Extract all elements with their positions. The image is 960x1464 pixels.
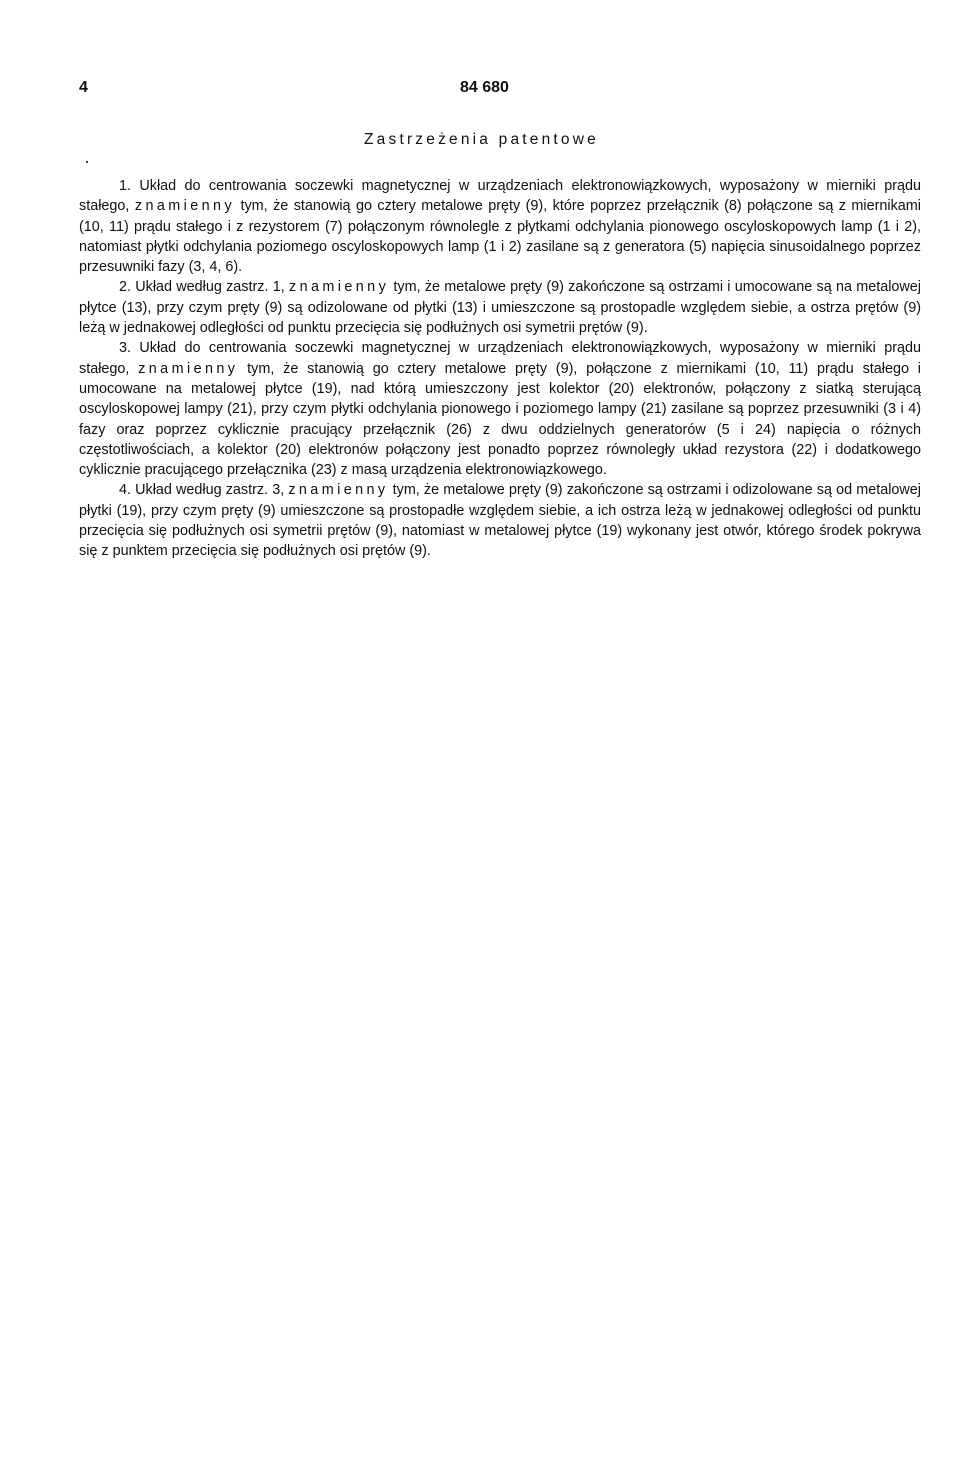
claim-1-text: tym, że stanowią go cztery metalowe pręty (9), które poprzez przełącznik (8) połączone są z miernikami (10, 11) prądu stałego i z rezystorem (7) połączonym równolegle z płytkami odchylania pionowego oscyloskopowych lamp (1 i 2), natomiast płytki odchylania poziomego oscyloskopowych lamp (1 i 2) zasilane są z generatora (5) napięcia sinusoidalnego poprzez przesuwniki fazy (3, 4, 6). <box>79 198 921 276</box>
claim-4-lead: 4. Układ według zastrz. 3, <box>119 482 289 499</box>
patent-number: 84 680 <box>460 79 509 96</box>
claim-3-text: tym, że stanowią go cztery metalowe pręty (9), połączone z miernikami (10, 11) prądu stałego i umocowane na metalowej płytce (19), nad którą umieszczony jest kolektor (20) elektronów, połączony z siatką sterującą oscyloskopowej lampy (21), przy czym płytki odchylania pionowego i poziomego lampy (21) zasilane są poprzez przesuwniki (3 i 4) fazy oraz poprzez cyklicznie pracujący przełącznik (26) z dwu oddzielnych generatorów (5 i 24) napięcia o różnych częstotliwościach, a kolektor (20) elektronów połączony jest ponadto poprzez równoległy układ rezystora (22) i dodatkowego cyklicznie pracującego przełącznika (23) z masą urządzenia elektronowiązkowego. <box>79 360 921 479</box>
scan-speck <box>86 161 88 163</box>
claim-2-lead: 2. Układ według zastrz. 1, <box>119 279 289 296</box>
section-heading: Zastrzeżenia patentowe <box>364 131 599 148</box>
claim-2 <box>79 277 921 338</box>
claim-4-keyword: znamienny <box>288 482 389 499</box>
claim-3-lead: 3. Układ do centrowania soczewki magnetycznej w urządzeniach elektronowiązkowych, wyposażony w mierniki prądu stałego, <box>79 340 921 377</box>
claim-1-keyword: znamienny <box>134 198 236 215</box>
claim-4-text: tym, że metalowe pręty (9) zakończone są ostrzami i odizolowane są od metalowej płytki (19), przy czym pręty (9) umieszczone są prostopadłe względem siebie, a ich ostrza leżą w jednakowej odległości od punktu przecięcia się podłużnych osi symetrii prętów (9), natomiast w metalowej płytce (19) wykonany jest otwór, którego środek pokrywa się z punktem przecięcia się podłużnych osi prętów (9). <box>79 482 921 560</box>
claim-1-lead: 1. Układ do centrowania soczewki magnetycznej w urządzeniach elektronowiązkowych, wyposażony w mierniki prądu stałego, <box>79 178 921 215</box>
claim-2-keyword: znamienny <box>288 279 390 296</box>
claim-3 <box>79 338 921 480</box>
claim-2-text: tym, że metalowe pręty (9) zakończone są ostrzami i umocowane są na metalowej płytce (13), przy czym pręty (9) są odizolowane od płytki (13) i umieszczone są prostopadle względem siebie, a ostrza prętów (9) leżą w jednakowej odległości od punktu przecięcia się podłużnych osi symetrii prętów (9). <box>79 279 921 337</box>
claims-list <box>79 176 921 562</box>
claim-3-keyword: znamienny <box>138 360 239 377</box>
page-number: 4 <box>79 79 88 96</box>
claim-4 <box>79 480 921 561</box>
claim-1 <box>79 176 921 277</box>
